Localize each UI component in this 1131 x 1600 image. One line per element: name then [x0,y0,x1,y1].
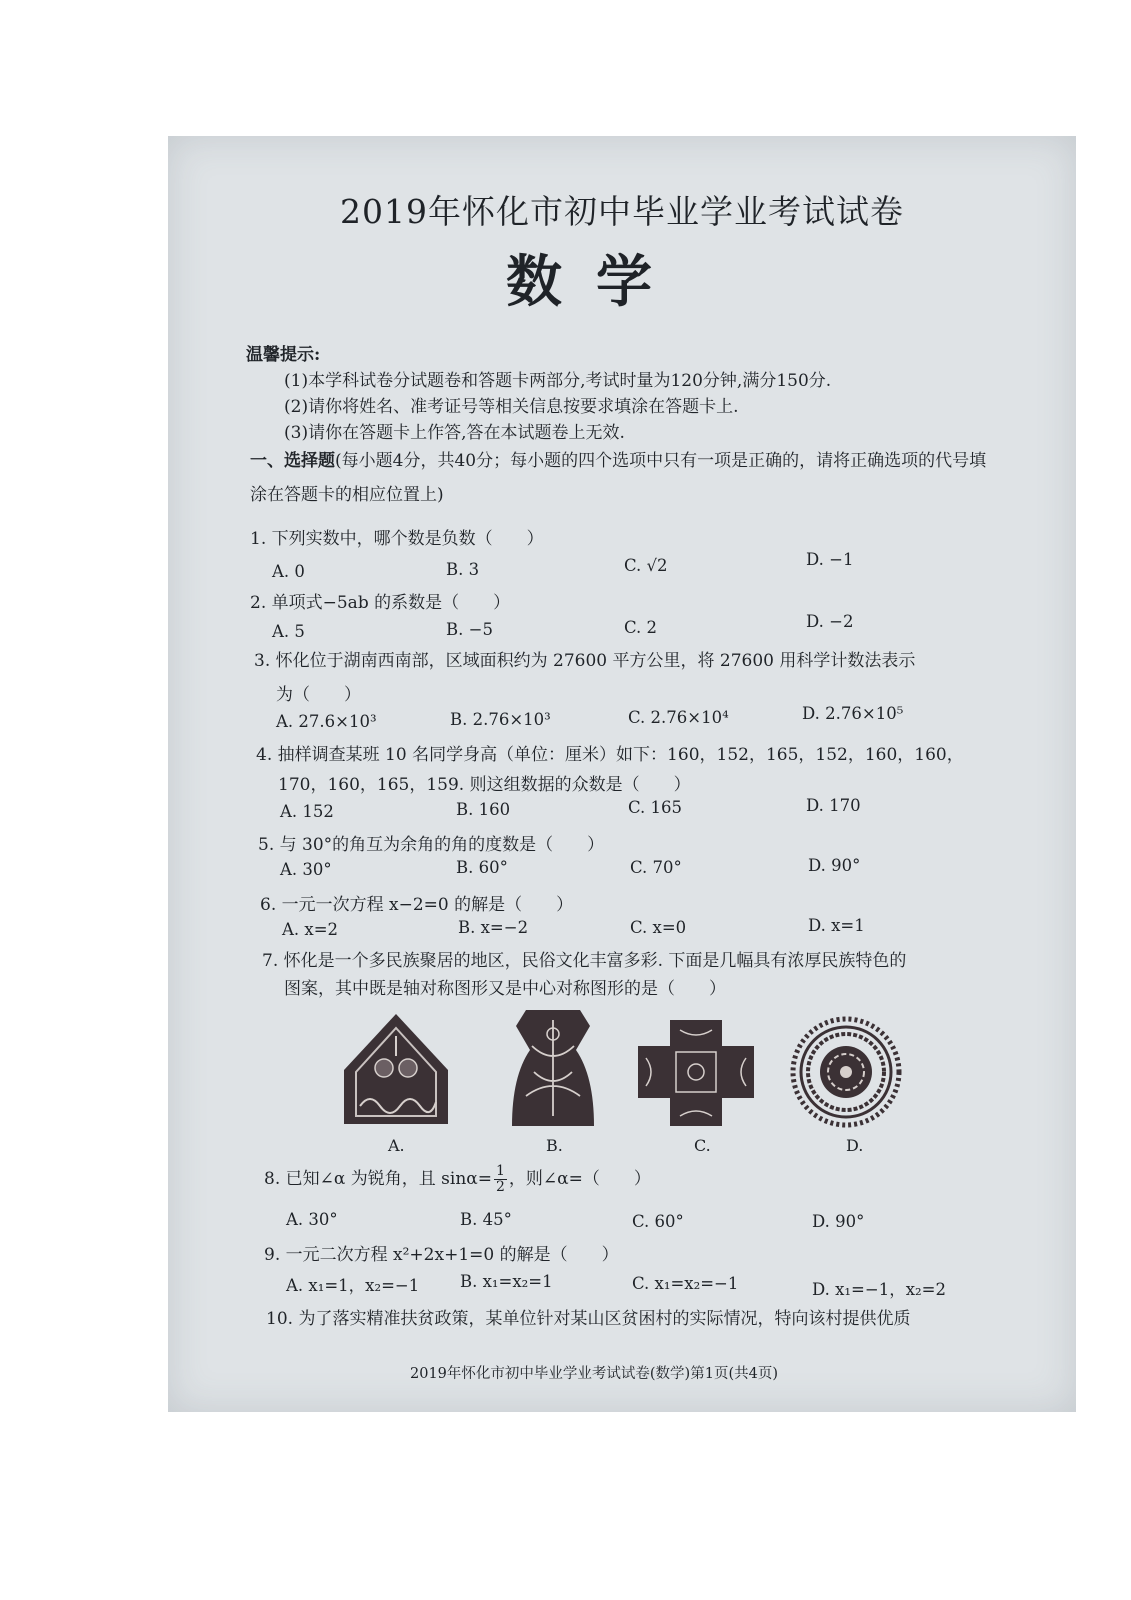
q6-option-a: A. x=2 [282,920,339,939]
q4-option-b: B. 160 [456,800,511,819]
exam-title: 2019年怀化市初中毕业学业考试试卷 [340,192,904,231]
q2-option-a: A. 5 [272,622,305,641]
q4-option-c: C. 165 [628,798,683,817]
q5-option-d: D. 90° [808,856,861,875]
q8-option-a: A. 30° [286,1210,338,1229]
pattern-c-image [636,1018,756,1128]
question-10-stem: 10. 为了落实精准扶贫政策，某单位针对某山区贫困村的实际情况，特向该村提供优质 [266,1309,911,1329]
q4-option-d: D. 170 [806,796,861,815]
question-4-stem: 4. 抽样调查某班 10 名同学身高（单位：厘米）如下：160，152，165，152，160，160， [256,745,964,765]
pattern-b-label: B. [546,1136,563,1155]
question-7-stem-2: 图案，其中既是轴对称图形又是中心对称图形的是（ ） [284,979,726,999]
q3-option-d: D. 2.76×10⁵ [802,704,904,723]
q4-option-a: A. 152 [280,802,334,821]
pattern-c-label: C. [694,1136,711,1155]
q5-option-b: B. 60° [456,858,508,877]
q2-option-b: B. −5 [446,620,493,639]
q1-option-b: B. 3 [446,560,480,579]
q1-option-d: D. −1 [806,550,854,569]
section-choice-heading [250,444,990,512]
q3-option-c: C. 2.76×10⁴ [628,708,729,727]
q3-option-b: B. 2.76×10³ [450,710,551,729]
section-label: 一、选择题 [250,451,335,471]
q2-option-d: D. −2 [806,612,854,631]
pattern-d-label: D. [846,1136,864,1155]
notice-item-2: (2)请你将姓名、准考证号等相关信息按要求填涂在答题卡上. [284,397,739,417]
q9-option-c: C. x₁=x₂=−1 [632,1274,739,1293]
pattern-d-image [790,1016,902,1128]
question-2-stem: 2. 单项式−5ab 的系数是（ ） [250,593,511,613]
q6-option-c: C. x=0 [630,918,687,937]
q6-option-b: B. x=−2 [458,918,529,937]
question-3-stem: 3. 怀化位于湖南西南部，区域面积约为 27600 平方公里，将 27600 用科学计数法表示 [254,651,916,671]
page-footer: 2019年怀化市初中毕业学业考试试卷(数学)第1页(共4页) [410,1366,778,1382]
q3-option-a: A. 27.6×10³ [276,712,377,731]
q1-option-c: C. √2 [624,556,668,575]
question-7-stem: 7. 怀化是一个多民族聚居的地区，民俗文化丰富多彩. 下面是几幅具有浓厚民族特色的 [262,951,907,971]
question-3-stem-2: 为（ ） [276,685,361,705]
notice-item-3: (3)请你在答题卡上作答,答在本试题卷上无效. [284,423,625,443]
q8-option-c: C. 60° [632,1212,684,1231]
notice-item-1: (1)本学科试卷分试题卷和答题卡两部分,考试时量为120分钟,满分150分. [284,371,832,391]
q9-option-b: B. x₁=x₂=1 [460,1272,553,1291]
pattern-a-label: A. [388,1136,405,1155]
question-6-stem: 6. 一元一次方程 x−2=0 的解是（ ） [260,895,574,915]
fraction-one-half: $\frac{1}{2}$ [496,1163,505,1195]
q5-option-a: A. 30° [280,860,332,879]
q9-option-a: A. x₁=1，x₂=−1 [286,1276,420,1295]
q8-option-d: D. 90° [812,1212,865,1231]
pattern-a-image [336,1010,456,1130]
question-5-stem: 5. 与 30°的角互为余角的角的度数是（ ） [258,835,605,855]
section-desc: (每小题4分，共40分；每小题的四个选项中只有一项是正确的，请将正确选项的代号填涂在答题卡的相应位置上) [250,451,987,505]
subject-title: 数学 [506,249,686,315]
q8-option-b: B. 45° [460,1210,512,1229]
question-8-stem: 8. 已知∠α 为锐角，且 sinα= $\frac{1}{2}$ ，则∠α=（ ） [264,1163,651,1195]
question-1-stem: 1. 下列实数中，哪个数是负数（ ） [250,529,544,549]
q6-option-d: D. x=1 [808,916,865,935]
question-9-stem: 9. 一元二次方程 x²+2x+1=0 的解是（ ） [264,1245,619,1265]
q1-option-a: A. 0 [272,562,305,581]
question-4-stem-2: 170，160，165，159. 则这组数据的众数是（ ） [278,775,691,795]
q5-option-c: C. 70° [630,858,682,877]
notice-heading: 温馨提示: [246,345,321,365]
q9-option-d: D. x₁=−1，x₂=2 [812,1280,946,1299]
q2-option-c: C. 2 [624,618,658,637]
pattern-b-image [510,1006,596,1130]
